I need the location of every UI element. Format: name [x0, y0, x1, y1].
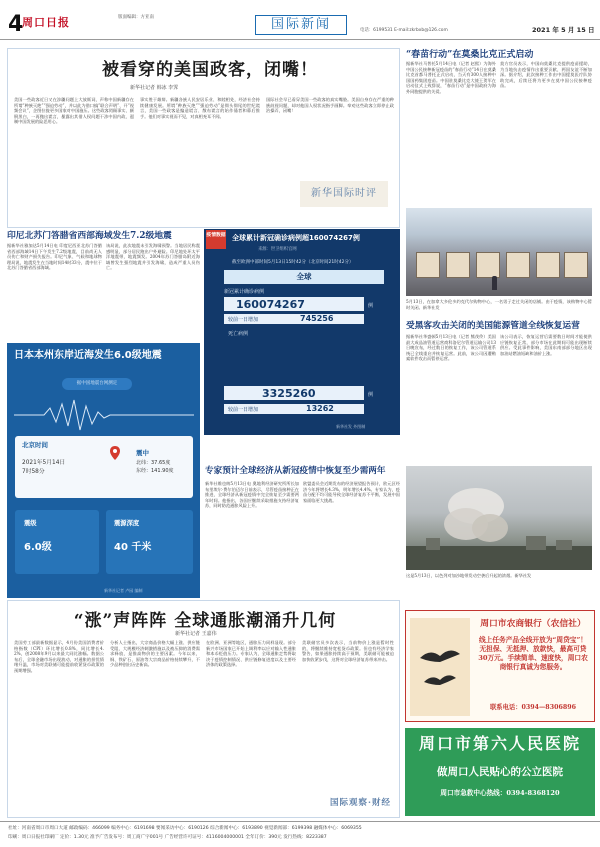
storefront [416, 252, 440, 278]
storefront [446, 252, 470, 278]
indonesia-body-col2: 该局说，此次地震未引发海啸预警。当地居民称震感明显，部分居民跑出户外避险。印尼地处环太平洋地震带，地震频发。2004年苏门答腊岛附近海域曾发生强烈地震并引发海啸，造成严重人员伤亡。 [106, 243, 200, 271]
page-number: 4 [8, 12, 24, 37]
indonesia-quake-headline[interactable]: 印尼北苏门答腊省西部海域发生7.2级地震 [7, 231, 172, 241]
inflation-byline: 新华社记者 王嘉伟 [175, 631, 217, 637]
quake-time-heading: 北京时间 [22, 441, 48, 449]
bank-ad-phone[interactable]: 联系电话：0394—8306896 [490, 704, 576, 711]
deaths-label: 死亡病例 [228, 331, 249, 337]
quake-latitude: 北纬：37.65度 [136, 460, 171, 466]
storefront [476, 252, 500, 278]
covid-tag: 疫情数据 [206, 230, 226, 249]
quake-date: 2021年5月14日 [22, 460, 66, 466]
quake-logo: 新华社记者 卢园 编制 [104, 588, 143, 593]
magnitude-label: 震级 [24, 520, 37, 527]
masthead-contact: 电话：6199531 E-mail:zkrbxb@126.com [360, 28, 448, 33]
lead-body-col3: 国际社会早已看穿美国一些政客的真实嘴脸。美国自身存在严重的种族歧视问题，却对他国人权状况指手画脚。奉劝这些政客立即停止政治操弄，闭嘴！ [266, 97, 394, 114]
mall-photo [406, 208, 592, 296]
bank-ad-copy: 线上任务产品全线开放为“周贷宝”！无担保、无抵押、放款快，最高可贷30万元。手续简单、速度快，周口农商银行真诚为您服务。 [478, 636, 588, 671]
confirmed-label: 新冠累计确诊病例 [224, 289, 265, 295]
column-tag: 新华国际时评 [300, 181, 388, 207]
inflation-body-col4: 美联储官员多次表示，当前物价上涨是暂时性的，将继续维持宽松货币政策。但也有经济学家警告，如果通胀持续高于预期，美联储可能被迫加快收紧步伐，这将对全球经济复苏带来冲击。 [302, 640, 394, 662]
spring-headline[interactable]: “春苗行动”在莫桑比克正式启动 [406, 50, 534, 60]
section-title: 国际新闻 [255, 15, 347, 35]
new-deaths-value: 13262 [306, 404, 334, 413]
quake-title[interactable]: 日本本州东岸近海发生6.0级地震 [14, 350, 162, 361]
inflation-body-col3: 在欧洲、亚洲等地区，通胀压力同样显现。部分新兴市场国家已开始上调利率以应对输入性通胀和本币贬值压力。专家认为，全球通胀走势将取决于疫情控制情况、供应链修复进度以及主要经济体的政策选择。 [206, 640, 296, 668]
bank-ad-name: 周口市农商银行（农信社） [480, 619, 586, 629]
smoke-illustration [406, 466, 592, 570]
experts-headline[interactable]: 专家预计全球经济从新冠疫情中恢复至少需两年 [205, 466, 386, 476]
quake-longitude: 东经：141.90度 [136, 468, 174, 474]
confirmed-value: 160074267 [236, 298, 305, 311]
covid-global-label: 全球 [224, 270, 384, 284]
inflation-headline[interactable]: “涨”声阵阵 全球通胀潮涌升几何 [73, 611, 337, 631]
lead-byline: 新华社记者 韩冰 李霁 [130, 85, 179, 91]
confirmed-unit: 例 [368, 303, 374, 309]
depth-value: 40 千米 [114, 542, 152, 553]
mall-photo-caption: 5月13日，在加拿大多伦多约克代尔购物中心，一名男子走过关闭的店铺。由于疫情，该购物中心暂时关闭。新华社发 [406, 299, 592, 310]
footer-line-2: 印刷：周口日报社印刷厂 定价：1.30元 准予广告发布号：周工商广字001号 广告经营许可证号：4116004000001 全年订价：390元 发行热线：8223387 [8, 835, 327, 840]
masthead-meta: 版面编辑：方亚南 [118, 15, 154, 20]
experts-body-col2: 欧盟委员会近期发布的经济展望报告预计，欧元区经济今年将增长4.3%，明年增长4.4%。专家认为，疫苗分配不均可能导致全球经济复苏不平衡，发展中国家面临更大挑战。 [303, 481, 400, 503]
smoke-photo-caption: 这是5月13日，以色列对加沙地带发动空袭后升起的浓烟。新华社发 [406, 573, 532, 578]
lead-headline[interactable]: 被看穿的美国政客，闭嘴！ [102, 60, 318, 80]
quake-epicenter-heading: 震中 [136, 449, 149, 457]
depth-label: 震源深度 [114, 520, 140, 527]
covid-source: 来源：世卫组织官网 [258, 247, 297, 252]
swallow-illustration [410, 618, 470, 716]
pipeline-body-col2: 该公司表示，恢复运营后需要数日时间才能使供应链恢复正常，部分市场在此期间可能出现断续供应。受此事件影响，美国东南部部分地区出现加油站燃油短缺和油价上涨。 [500, 334, 592, 356]
new-confirmed-value: 745256 [300, 314, 334, 323]
hospital-ad-hotline[interactable]: 周口市急救中心热线：0394-8368120 [440, 789, 560, 797]
indonesia-body-col1: 据新华社雅加达5月14日电 印度尼西亚北苏门答腊省西部海域14日下午发生7.2级地震，目前尚无人员伤亡和财产损失报告。印尼气象、气候和地球物理局说，地震发生在当地时间14时33分，震中位于北苏门答腊省西部海域。 [7, 243, 102, 271]
seismograph-wave [14, 398, 194, 432]
storefront [564, 252, 588, 278]
new-confirmed-label: 较前一日增加 [228, 317, 259, 323]
deaths-unit: 例 [368, 392, 374, 398]
experts-body-col1: 新华社维也纳5月13日电 奥地利经济研究所所长加布里埃尔·费尔伯迈尔日前表示，尽管疫苗接种正在推进，全球经济从新冠疫情中完全恢复至少需要两年时间。他指出，各国应继续采取措施支持经济复苏，同时防范通胀风险上升。 [205, 481, 299, 509]
hospital-ad-name: 周口市第六人民医院 [418, 734, 581, 753]
deaths-value: 3325260 [262, 387, 316, 400]
covid-as-of: 截至欧洲中部时间5月13日15时42分（北京时间21时42分） [232, 260, 354, 265]
lead-body-col1: 美国一些政客近日又在涉疆问题上大放厥词，声称中国新疆存在所谓“种族灭绝”“强迫劳动”，并以此为借口搞“联合声明”、开“视频会议”，企图拉拢更多国家对中国施压。这些政客罔顾事实、颠倒黑白，一再抛出谎言，暴露出其借人权问题干涉中国内政、遏制中国发展的险恶用心。 [14, 97, 134, 125]
wave-line [14, 400, 194, 430]
quake-source: 据中国地震台网测定 [62, 378, 132, 390]
bank-ad-image [410, 618, 470, 716]
storefront [506, 252, 530, 278]
new-deaths-label: 较前一日增加 [228, 407, 259, 413]
magnitude-value: 6.0级 [24, 542, 52, 553]
map-pin-icon [110, 446, 120, 460]
quake-clock: 7时58分 [22, 469, 45, 475]
issue-date: 2021 年 5 月 15 日 [532, 26, 595, 34]
pedestrian [492, 276, 497, 290]
lead-body-col2: 事实胜于雄辩。新疆各族人民安居乐业、和睦相处，经济社会持续健康发展。所谓“种族灭绝”“强迫劳动”是彻头彻尾的世纪谎言，美国一些政客是编造谎言、散布谎言的始作俑者和幕后推手。他们对事实视而不见，对真相充耳不闻。 [140, 97, 260, 119]
pipeline-headline[interactable]: 受黑客攻击关闭的美国能源管道全线恢复运营 [406, 321, 580, 331]
inflation-body-col1: 美国劳工部最新数据显示，4月份美国消费者价格指数（CPI）环比增长0.8%，同比增长4.2%，创2008年9月以来最大同比涨幅。数据公布后，全球金融市场出现波动，对通胀的担忧情绪升温，市场对美联储可能提前收紧货币政策的预期增强。 [14, 640, 104, 673]
paper-logo: 周口日报 [22, 16, 70, 29]
footer-line-1: 社址：河南省周口市周口大道 邮政编码：466099 编务中心：6191698 要闻采访中心：6190126 综合新闻中心：6193890 视觉新闻部：6199398 融媒体中心：6069355 [8, 826, 362, 831]
spring-body-col1: 据新华社马普托5月14日电（记者 赵熙）为海外中国公民接种新冠疫苗的“春苗行动”14日在莫桑比克首都马普托正式启动，当天有300人接种中国国药集团疫苗。中国驻莫桑比克大使王贺军在启动仪式上致辞说，“春苗行动”是中国政府为海外同胞提供的关爱。 [406, 61, 496, 94]
covid-logo: 新华社发 外图制 [336, 424, 366, 429]
inflation-tag: 国际观察·财经 [330, 798, 391, 808]
hospital-ad-slogan: 做周口人民贴心的公立医院 [437, 766, 563, 778]
pipeline-body-col1: 据新华社华盛顿5月13日电（记者 熊茂伶）美国最大成品油管道运营商科洛尼尔管道运输公司13日晚宣布，经过数日的恢复工作，该公司管道系统已全线重启并恢复运营。此前，该公司因遭勒索软件攻击而暂停运营。 [406, 334, 496, 362]
covid-title: 全球累计新冠确诊病例超160074267例 [232, 234, 360, 242]
inflation-body-col2: 分析人士指出，大宗商品价格大幅上涨、供应链受阻、大规模经济刺激措施以及被压抑的消费需求释放，是推高物价的主要因素。今年以来，铜、铁矿石、原油等大宗商品价格持续攀升，不少品种创出历史新高。 [110, 640, 200, 668]
spring-body-col2: 莫方官员表示，中国向莫桑比克提供疫苗援助，为当地抗击疫情作出重要贡献，两国友谊不断加深。据介绍，此次接种工作由中国援莫医疗队协助完成，后续还将为更多在莫中国公民接种疫苗。 [500, 61, 592, 89]
storefront [536, 252, 560, 278]
smoke-photo [406, 466, 592, 570]
